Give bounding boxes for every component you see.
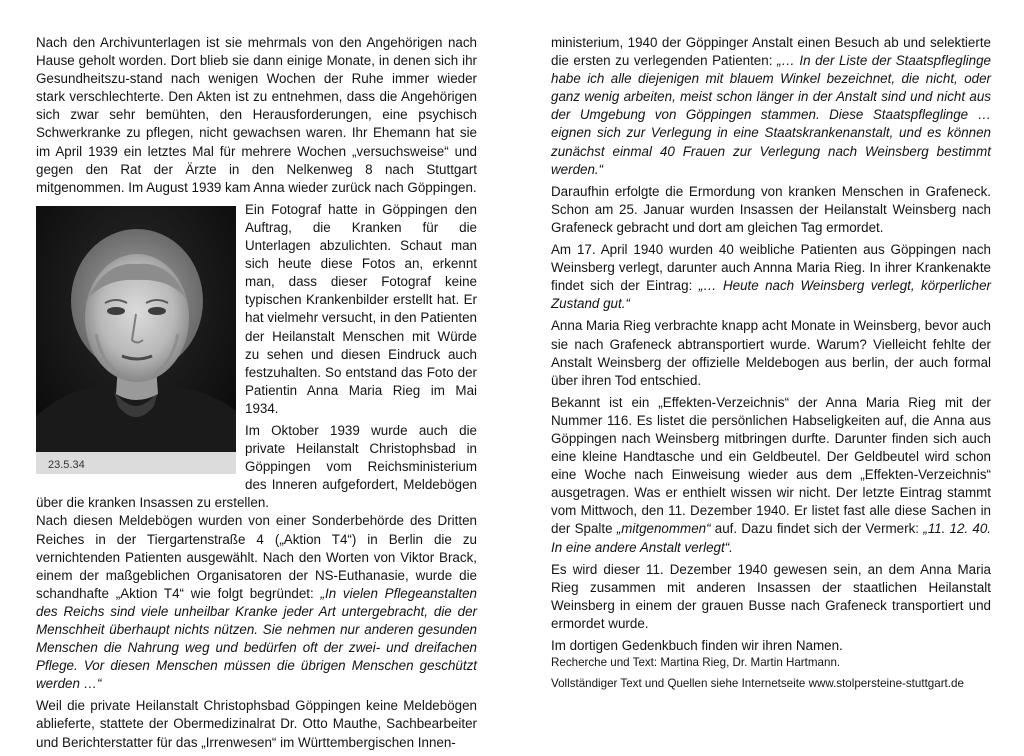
- paragraph-archives: Nach den Archivunterlagen ist sie mehrmals von den Angehörigen nach Hause geholt worden. Dort blieb sie dann einige Monate, in denen sich ihr Gesundheitszu-stand nach wenigen Wochen der Ruhe immer wieder stark verschlechterte. Den Akten ist zu entnehmen, dass die Angehörigen sich zwar sehr bemühten, den Herausforderungen, eine psychisch Schwerkranke zu pflegen, nicht gewachsen waren. Ihr Ehemann hat sie im April 1939 ein letztes Mal für mehrere Wochen „versuchsweise“ und gegen den Rat der Ärzte in den Nelkenweg 8 nach Stuttgart mitgenommen. Im August 1939 kam Anna wieder zurück nach Göppingen.: [36, 35, 477, 195]
- paragraph-selection: [551, 34, 991, 179]
- mitgenommen-quote: „mitgenommen“: [616, 521, 711, 537]
- mauthe-quote: „… In der Liste der Staatspfleglinge habe ich alle diejenigen mit blauem Winkel bezeichnet, die nicht, oder ganz wenig arbeiten, meist schon länger in der Anstalt sind und nicht aus der Umgebung von Göppingen stammen. Diese Staatspfleglinge … eignen sich zur Verlegung in eine Staatskrankenanstalt, und es können zunächst einmal 40 Frauen zur Verlegung nach Weinsberg bestimmt werden.“: [551, 53, 991, 177]
- paragraph-december-1940: Es wird dieser 11. Dezember 1940 gewesen sein, an dem Anna Maria Rieg zusammen mit anderen Insassen der staatlichen Heilanstalt Weinsberg in einem der grauen Busse nach Grafeneck transportiert und ermordet wurde.: [551, 561, 991, 631]
- aktion-t4-text: Nach diesen Meldebögen wurden von einer Sonderbehörde des Dritten Reiches in der Tiergartenstraße 4 („Aktion T4“) in Berlin die zu vernichtenden Patienten ausgewählt. Nach den Worten von Viktor Brack, einem der maßgeblichen Organisatoren der NS-Euthanasie, wurde die schandhafte „Aktion T4“ wie folgt begründet:: [36, 513, 477, 601]
- selection-text: ministerium, 1940 der Göppinger Anstalt einen Besuch ab und selektierte die ersten zu verlegenden Patienten:: [551, 35, 991, 69]
- photo-date-caption: 23.5.34: [48, 458, 85, 471]
- left-column: [36, 34, 477, 756]
- portrait-photo-anna-maria-rieg: [36, 206, 236, 474]
- paragraph-photographer: Ein Fotograf hatte in Göppingen den Auftrag, die Kranken für die Unterlagen abzulichten. Schaut man sich heute diese Fotos an, erkennt man, dass dieser Fotograf keine typischen Krankenbilder erstellt hat. Er hat vielmehr versucht, in den Patienten der Heilanstalt Menschen mit Würde zu sehen und diesen Eindruck auch festzuhalten. So entstand das Foto der Patientin Anna Maria Rieg im Mai 1934.: [245, 201, 477, 416]
- paragraph-mauthe: Weil die private Heilanstalt Christophsbad Göppingen keine Meldebögen ablieferte, stattete der Obermedizinalrat Dr. Otto Mauthe, Sachbearbeiter und Berichterstatter für das „Irrenwesen“ im Württembergischen Innen-: [36, 698, 477, 750]
- vermerk-text: auf. Dazu findet sich der Vermerk:: [710, 521, 924, 537]
- paragraph-transfer-weinsberg: [551, 241, 991, 313]
- effekten-text: Bekannt ist ein „Effekten-Verzeichnis“ der Anna Maria Rieg mit der Nummer 116. Es listet die persönlichen Habseligkeiten auf, die Anna aus Göppingen nach Weinsberg mitbringen durfte. Darunter finden sich auch eine kleine Handtasche und ein Geldbeutel. Der Geldbeutel wird schon eine Woche nach Einweisung wieder aus dem „Effekten-Verzeichnis“ ausgetragen. Was er enthielt wissen wir nicht. Der letzte Eintrag stammt vom Mittwoch, den 11. Dezember 1940. Er listet fast alle diese Sachen in der Spalte: [551, 394, 991, 537]
- brack-quote: „In vielen Pflegeanstalten des Reichs sind viele unheilbar Kranke jeder Art untergebracht, die der Menschheit überhaupt nichts nützen. Sie nehmen nur anderen gesunden Menschen die Nahrung weg und bedürfen oft der zwei- und dreifachen Pflege. Vor diesen Menschen müssen die übrigen Menschen geschützt werden …“: [36, 585, 477, 692]
- paragraph-effekten-verzeichnis: [551, 394, 991, 557]
- research-credit: Recherche und Text: Martina Rieg, Dr. Martin Hartmann.: [551, 656, 841, 669]
- vermerk-quote: „11. 12. 40. In eine andere Anstalt verlegt“.: [551, 521, 991, 555]
- paragraph-aktion-t4: [36, 512, 477, 693]
- paragraph-october-1939: Im Oktober 1939 wurde auch die private Heilanstalt Christophsbad in Göppingen vom Reichsministerium des Inneren aufgefordert, Meldebögen über die kranken Insassen zu erstellen.: [36, 422, 477, 511]
- paragraph-eight-months: Anna Maria Rieg verbrachte knapp acht Monate in Weinsberg, bevor auch sie nach Grafeneck abtransportiert wurde. Warum? Vielleicht fehlte der Anstalt Weinsberg der offizielle Meldebogen aus berlin, der auch formal über ihren Tod entschied.: [551, 318, 991, 388]
- sources-credit: Vollständiger Text und Quellen siehe Internetseite www.stolpersteine-stuttgart.de: [551, 677, 964, 690]
- paragraph-grafeneck: Daraufhin erfolgte die Ermordung von kranken Menschen in Grafeneck. Schon am 25. Januar wurden Insassen der Heilanstalt Weinsberg nach Grafeneck gebracht und dort am gleichen Tag ermordet.: [551, 183, 991, 235]
- right-column: [551, 34, 991, 659]
- paragraph-gedenkbuch: Im dortigen Gedenkbuch finden wir ihren Namen.: [551, 638, 843, 653]
- portrait-image: [36, 206, 236, 474]
- transfer-text: Am 17. April 1940 wurden 40 weibliche Patienten aus Göppingen nach Weinsberg verlegt, darunter auch Annna Maria Rieg. In ihrer Krankenakte findet sich der Eintrag:: [551, 242, 991, 294]
- medical-record-quote: „… Heute nach Weinsberg verlegt, körperlicher Zustand gut.“: [551, 278, 991, 312]
